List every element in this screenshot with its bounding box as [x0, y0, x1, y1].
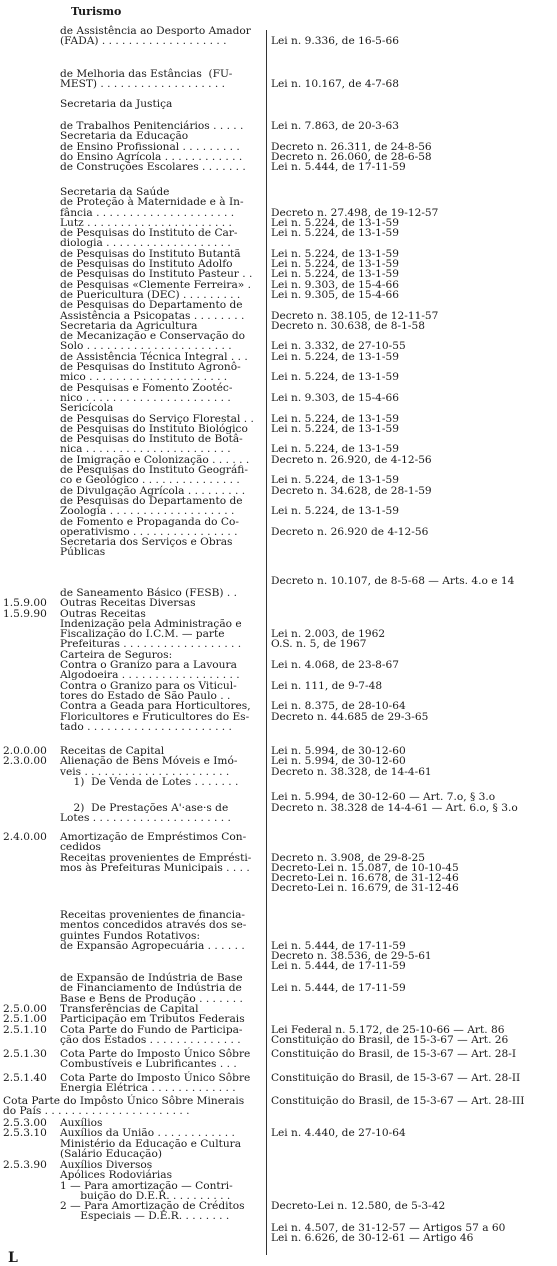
account-code: 2.5.1.30	[3, 1048, 47, 1060]
revenue-description: de Melhoria das Estâncias (FU- MEST) . . . . . . . . . . . . . . . . . . .	[60, 68, 233, 91]
revenue-description: Transferências de Capital Participação em Tributos Federais Cota Parte do Fundo de Participa- ção dos Estados . . . . . . . . . . . . . .	[60, 1003, 245, 1046]
revenue-description: Cota Parte do Imposto Único Sôbre Combustíveis e Lubrificantes . . .	[60, 1048, 251, 1071]
legal-reference: Lei n. 5.994, de 30-12-60 — Art. 7.o, § 3.o	[271, 791, 496, 803]
revenue-description: de Assistência ao Desporto Amador (FADA) . . . . . . . . . . . . . . . . . . .	[60, 25, 251, 48]
legal-reference: Lei Federal n. 5.172, de 25-10-66 — Art. 86 Constituição do Brasil, de 15-3-67 — Art. 26	[271, 1023, 509, 1046]
footer-mark: L	[8, 1250, 18, 1266]
legal-reference: Lei n. 9.336, de 16-5-66	[271, 35, 399, 48]
account-code: 1.5.9.00 1.5.9.90	[3, 597, 47, 620]
legal-reference: Lei n. 5.444, de 17-11-59	[271, 982, 406, 995]
revenue-description: Cota Parte do Imposto Único Sôbre Energia Elétrica . . . . . . . . . . . . .	[60, 1072, 251, 1095]
section-heading: Turismo	[71, 5, 122, 18]
legal-reference: Lei n. 5.994, de 30-12-60 Lei n. 5.994, de 30-12-60 Decreto n. 38.328, de 14-4-61	[271, 745, 432, 778]
legal-reference: Decreto n. 3.908, de 29-8-25 Decreto-Lei n. 15.087, de 10-10-45 Decreto-Lei n. 16.678, de 31-12-46 Decreto-Lei n. 16.679, de 31-12-46	[271, 851, 459, 895]
legal-reference: Decreto n. 10.107, de 8-5-68 — Arts. 4.o e 14	[271, 575, 515, 587]
revenue-description: Receitas provenientes de financia- mentos concedidos através dos se- guintes Fundos Rotativos: de Expansão Agropecuária . . . . . .	[60, 909, 247, 952]
legal-reference: Lei n. 5.444, de 17-11-59 Decreto n. 38.536, de 29-5-61 Lei n. 5.444, de 17-11-59	[271, 939, 432, 973]
legal-reference: Lei n. 2.003, de 1962 O.S. n. 5, de 1967 Lei n. 4.068, de 23-8-67 Lei n. 111, de 9-7-48 Lei n. 8.375, de 28-10-64 Decreto n. 44.685 de 29-3-65	[271, 628, 429, 723]
account-code: 2.5.3.90	[3, 1159, 47, 1171]
account-code: 2.0.0.00 2.3.0.00	[3, 745, 47, 768]
legal-reference: Lei n. 4.440, de 27-10-64	[271, 1127, 406, 1140]
legal-reference: Lei n. 7.863, de 20-3-63 Decreto n. 26.311, de 24-8-56 Decreto n. 26.060, de 28-6-58 Lei n. 5.444, de 17-11-59	[271, 120, 432, 174]
legal-reference: Decreto-Lei n. 12.580, de 5-3-42	[271, 1200, 446, 1213]
revenue-description: de Saneamento Básico (FESB) . . Outras Receitas Diversas Outras Receitas Indenização pela Administração e Fiscalização do I.C.M. — parte Prefeituras . . . . . . . . . . . . . . . . . . Carteira de Seguros: Contra o Granizo para a Lavoura Algodoeira . . . . . . . . . . . . . . . . . . Contra o Granizo para os Viticul- tores do Estado de São Paulo . . Contra a Geada para Horticultores, Floricultores e Fruticultores do Es- tado . . . . . . . . . . . . . . . . . . . . . .	[60, 587, 251, 733]
legal-reference: Constituição do Brasil, de 15-3-67 — Art. 28-III	[271, 1095, 525, 1107]
legal-reference: Lei n. 10.167, de 4-7-68	[271, 78, 399, 91]
legal-reference: Decreto n. 27.498, de 19-12-57 Lei n. 5.224, de 13-1-59 Lei n. 5.224, de 13-1-59 Lei n. 5.224, de 13-1-59 Lei n. 5.224, de 13-1-59 Lei n. 5.224, de 13-1-59 Lei n. 9.303, de 15-4-66 Lei n. 9.305, de 15-4-66 Decreto n. 38.105, de 12-11-57 Decreto n. 30.638, de 8-1-58 Lei n. 3.332, de 27-10-55 Lei n. 5.224, de 13-1-59 Lei n. 5.224, de 13-1-59 Lei n. 9.303, de 15-4-66 Lei n. 5.224, de 13-1-59 Lei n. 5.224, de 13-1-59 Lei n. 5.224, de 13-1-59 Decreto n. 26.920, de 4-12-56 Lei n. 5.224, de 13-1-59 Decreto n. 34.628, de 28-1-59 Lei n. 5.224, de 13-1-59 Decreto n. 26.920 de 4-12-56	[271, 206, 439, 538]
revenue-description: Amortização de Empréstimos Con- cedidos Receitas provenientes de Emprésti- mos às Prefeituras Municipais . . . .	[60, 831, 252, 874]
revenue-description: Secretaria da Justiça	[60, 98, 173, 110]
revenue-description: de Trabalhos Penitenciários . . . . . Secretaria da Educação de Ensino Profissional . . . . . . . . . do Ensino Agrícola . . . . . . . . . . . . de Construções Escolares . . . . . . .	[60, 120, 246, 174]
legal-reference: Decreto n. 38.328 de 14-4-61 — Art. 6.o, § 3.o	[271, 802, 518, 814]
revenue-description: Receitas de Capital Alienação de Bens Móveis e Imó- veis . . . . . . . . . . . . . . . . . . . . . . 1) De Venda de Lotes . . . . . . .	[60, 745, 239, 788]
column-divider	[266, 30, 267, 1255]
revenue-description: de Expansão de Indústria de Base de Financiamento de Indústria de Base e Bens de Produção . . . . . . .	[60, 972, 243, 1005]
revenue-description: Secretaria da Saúde de Proteção à Maternidade e à In- fância . . . . . . . . . . . . . . . . . . . . . Lutz . . . . . . . . . . . . . . . . . . . . . . de Pesquisas do Instituto de Car- diologia . . . . . . . . . . . . . . . . . . . de Pesquisas do Instituto Butantã de Pesquisas do Instituto Adolfo de Pesquisas do Instituto Pasteur . . de Pesquisas «Clemente Ferreira» . de Puericultura (DEC) . . . . . . . . . de Pesquisas do Departamento de Assistência a Psicopatas . . . . . . . . Secretaria da Agricultura de Mecanização e Conservação do Solo . . . . . . . . . . . . . . . . . . . . . . de Assistência Técnica Integral . . . de Pesquisas do Instituto Agronô- mico . . . . . . . . . . . . . . . . . . . . . de Pesquisas e Fomento Zootéc- nico . . . . . . . . . . . . . . . . . . . . . . Sericícola de Pesquisas do Serviço Florestal . . de Pesquisas do Instituto Biológico de Pesquisas do Instituto de Botâ- nica . . . . . . . . . . . . . . . . . . . . . . de Imigração e Colonização . . . . . . de Pesquisas do Instituto Geográfi- co e Geológico . . . . . . . . . . . . . . . de Divulgação Agrícola . . . . . . . . . de Pesquisas do Departamento de Zoologia . . . . . . . . . . . . . . . . . . . de Fomento e Propaganda do Co- operativismo . . . . . . . . . . . . . . . . Secretaria dos Serviços e Obras Públicas	[60, 186, 254, 559]
account-code: 2.5.1.40	[3, 1072, 47, 1084]
account-code: 2.4.0.00	[3, 831, 47, 843]
legal-reference: Constituição do Brasil, de 15-3-67 — Art. 28-II	[271, 1072, 521, 1084]
revenue-description: Auxílios Diversos Apólices Rodoviárias 1 — Para amortização — Contri- buição do D.E.R. . . . . . . . . . 2 — Para Amortização de Créditos Especiais — D.E.R. . . . . . . .	[60, 1159, 245, 1223]
account-code: 2.5.3.00 2.5.3.10	[3, 1117, 47, 1140]
account-code: Cota Parte do Impôsto Único Sôbre Minerais do País . . . . . . . . . . . . . . . . . . . . . .	[3, 1095, 245, 1118]
legal-reference: Constituição do Brasil, de 15-3-67 — Art. 28-I	[271, 1048, 517, 1060]
revenue-description: 2) De Prestações A'·ase·s de Lotes . . . . . . . . . . . . . . . . . . . . .	[60, 802, 231, 825]
legal-reference: Lei n. 4.507, de 31-12-57 — Artigos 57 a 60 Lei n. 6.626, de 30-12-61 — Artigo 46	[271, 1222, 506, 1245]
account-code: 2.5.0.00 2.5.1.00 2.5.1.10	[3, 1003, 47, 1036]
revenue-description: Auxílios Auxílios da União . . . . . . . . . . . . Ministério da Educação e Cultura (Salário Educação)	[60, 1117, 242, 1160]
